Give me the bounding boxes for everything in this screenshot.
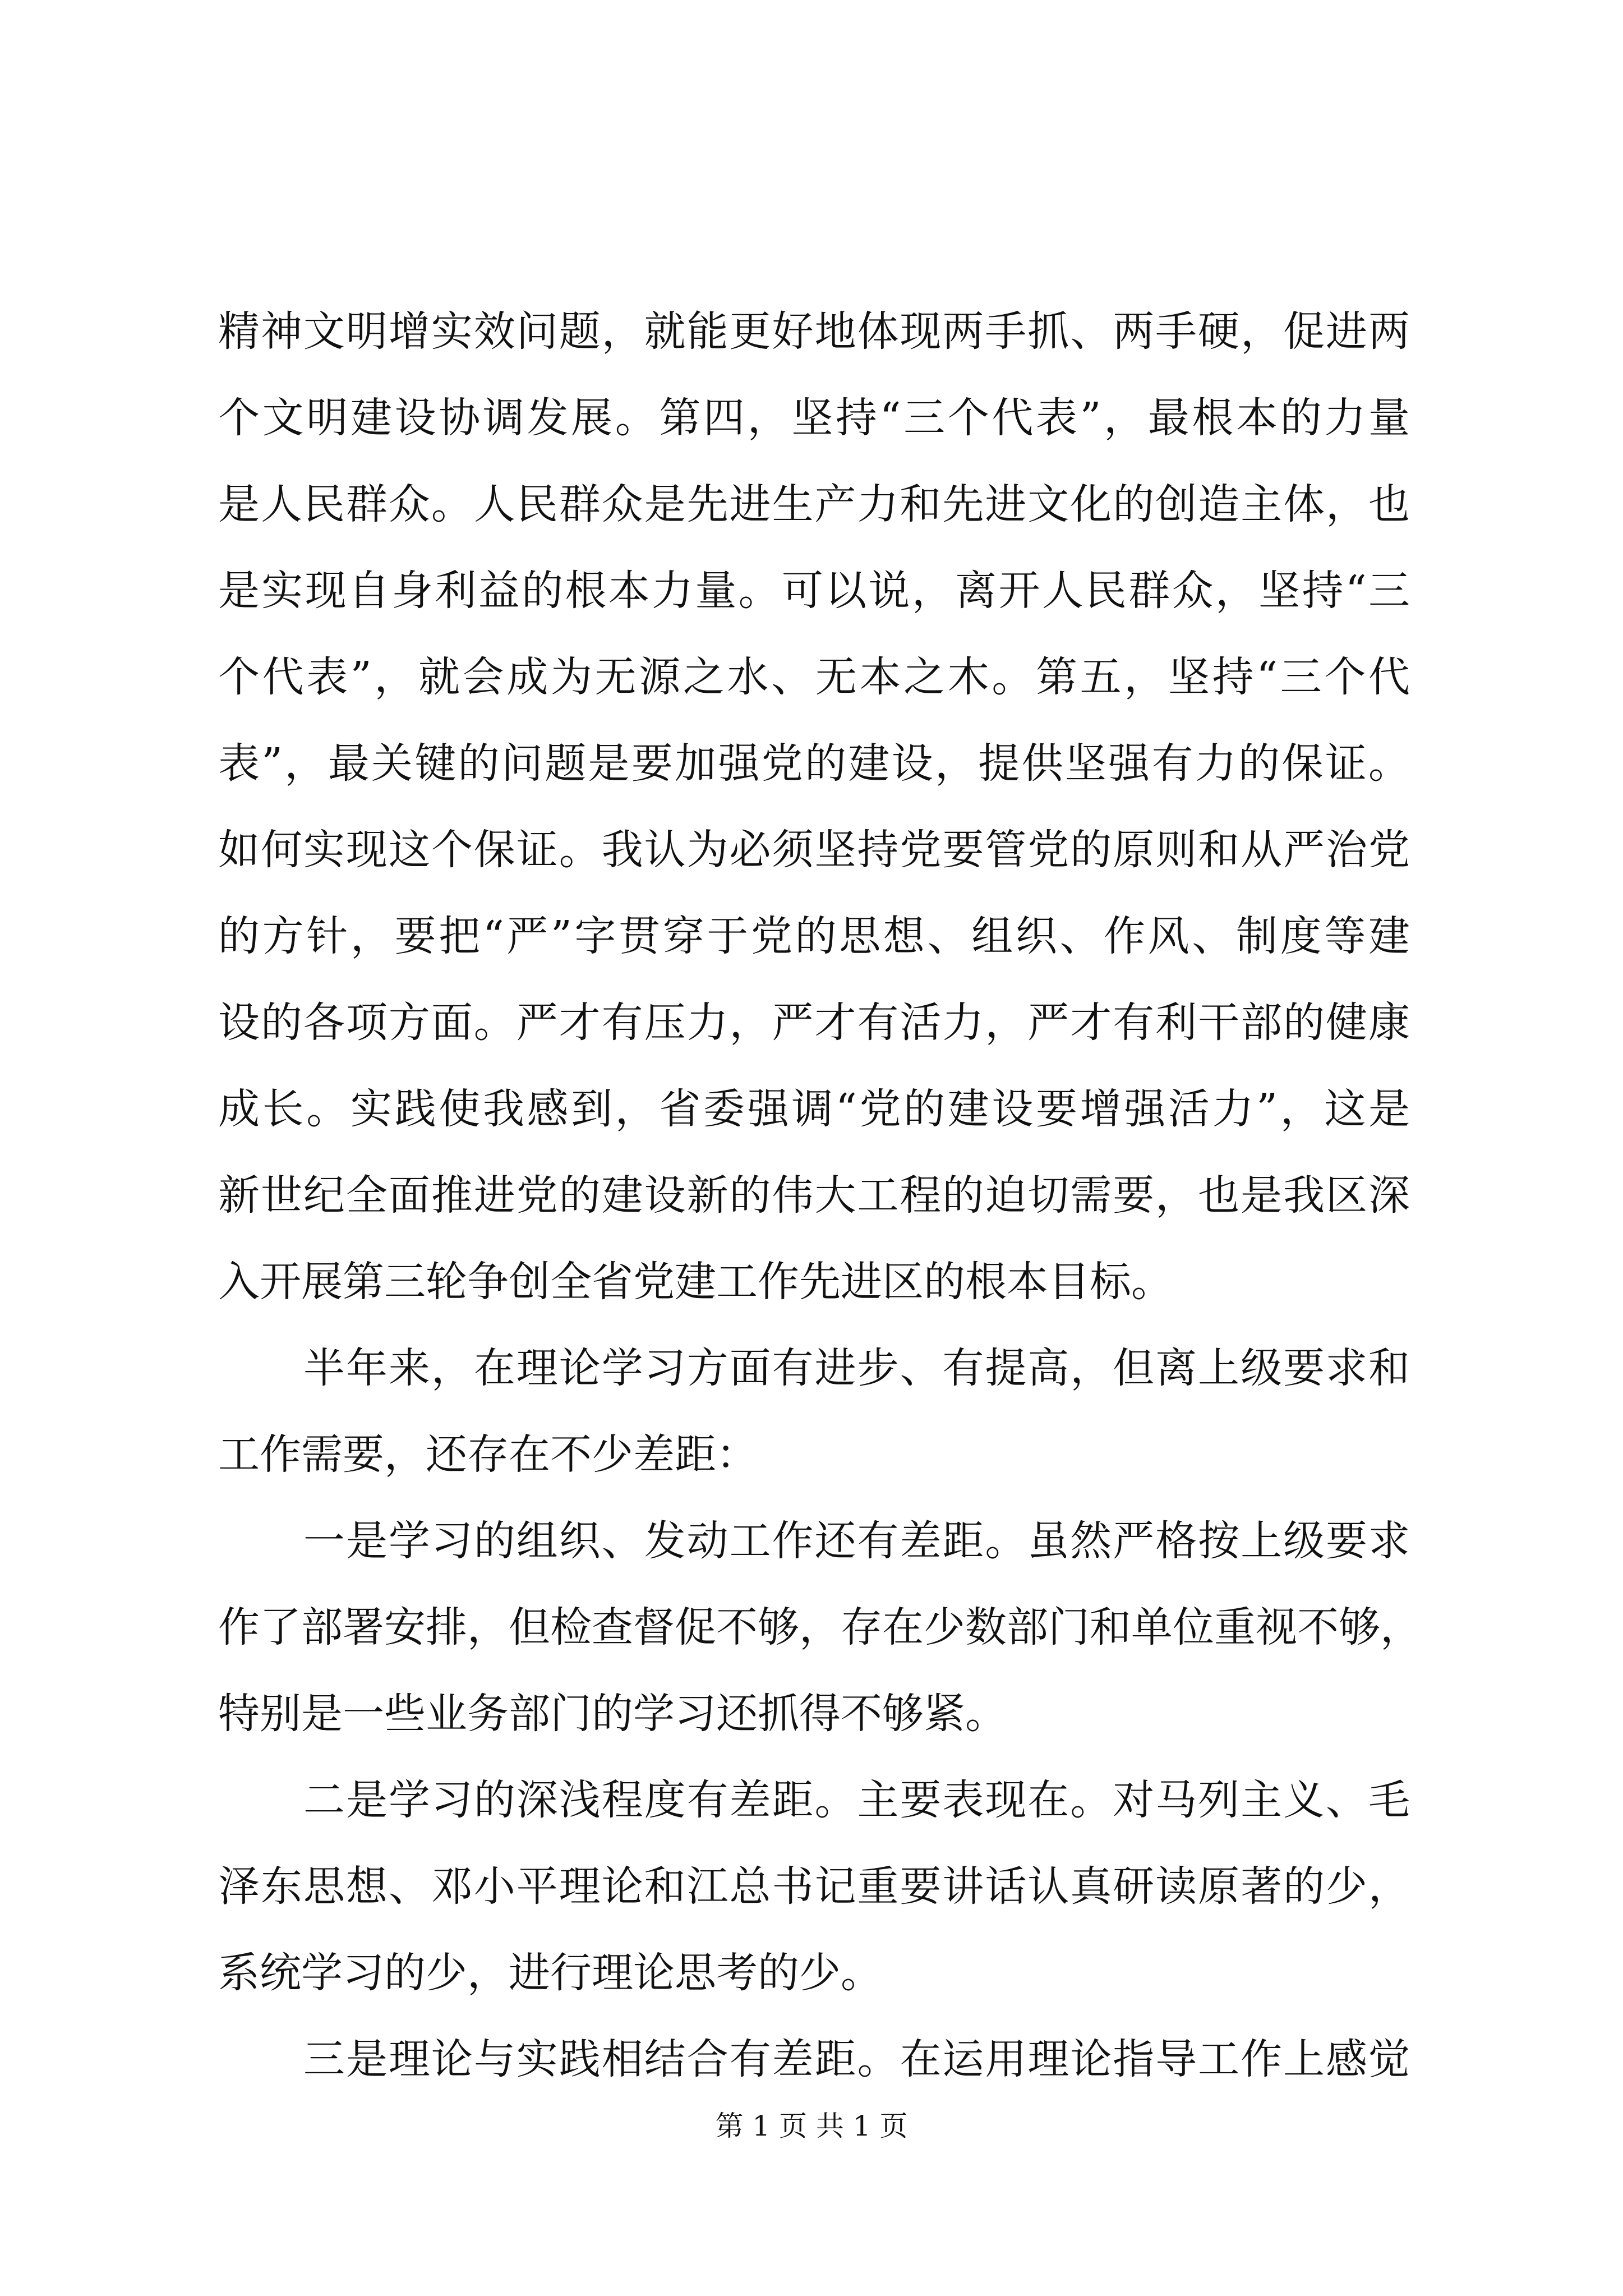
- paragraph-first-line: 半年来，在理论学习方面有进步、有提高，但离上级要求和: [303, 1344, 1410, 1392]
- paragraph-first-line: 三是理论与实践相结合有差距。在运用理论指导工作上感觉: [303, 2035, 1410, 2083]
- body-text-line: 成长。实践使我感到，省委强调“党的建设要增强活力”，这是: [218, 1085, 1410, 1133]
- paragraph-first-line: 一是学习的组织、发动工作还有差距。虽然严格按上级要求: [303, 1517, 1410, 1565]
- body-text-line: 的方针，要把“严”字贯穿于党的思想、组织、作风、制度等建: [218, 912, 1410, 960]
- body-text-line: 是实现自身利益的根本力量。可以说，离开人民群众，坚持“三: [218, 567, 1410, 615]
- body-text-line: 个文明建设协调发展。第四，坚持“三个代表”，最根本的力量: [218, 394, 1410, 442]
- body-text-line: 系统学习的少，进行理论思考的少。: [218, 1949, 882, 1997]
- body-text-line: 作了部署安排，但检查督促不够，存在少数部门和单位重视不够，: [218, 1603, 1422, 1651]
- body-text-line: 特别是一些业务部门的学习还抓得不够紧。: [218, 1690, 1007, 1738]
- body-text-line: 工作需要，还存在不少差距：: [218, 1430, 758, 1479]
- paragraph-first-line: 二是学习的深浅程度有差距。主要表现在。对马列主义、毛: [303, 1776, 1410, 1824]
- body-text-line: 表”，最关键的问题是要加强党的建设，提供坚强有力的保证。: [218, 739, 1410, 788]
- body-text-line: 设的各项方面。严才有压力，严才有活力，严才有利干部的健康: [218, 999, 1410, 1047]
- body-text-line: 如何实现这个保证。我认为必须坚持党要管党的原则和从严治党: [218, 826, 1410, 874]
- body-text-line: 是人民群众。人民群众是先进生产力和先进文化的创造主体，也: [218, 480, 1410, 528]
- body-text-line: 入开展第三轮争创全省党建工作先进区的根本目标。: [218, 1258, 1173, 1306]
- page-footer: 第 1 页 共 1 页: [715, 2110, 908, 2142]
- body-text-line: 新世纪全面推进党的建设新的伟大工程的迫切需要，也是我区深: [218, 1171, 1410, 1220]
- body-text-line: 泽东思想、邓小平理论和江总书记重要讲话认真研读原著的少，: [218, 1862, 1410, 1911]
- body-text-line: 个代表”，就会成为无源之水、无本之木。第五，坚持“三个代: [218, 653, 1410, 701]
- body-text-line: 精神文明增实效问题，就能更好地体现两手抓、两手硬，促进两: [218, 307, 1410, 356]
